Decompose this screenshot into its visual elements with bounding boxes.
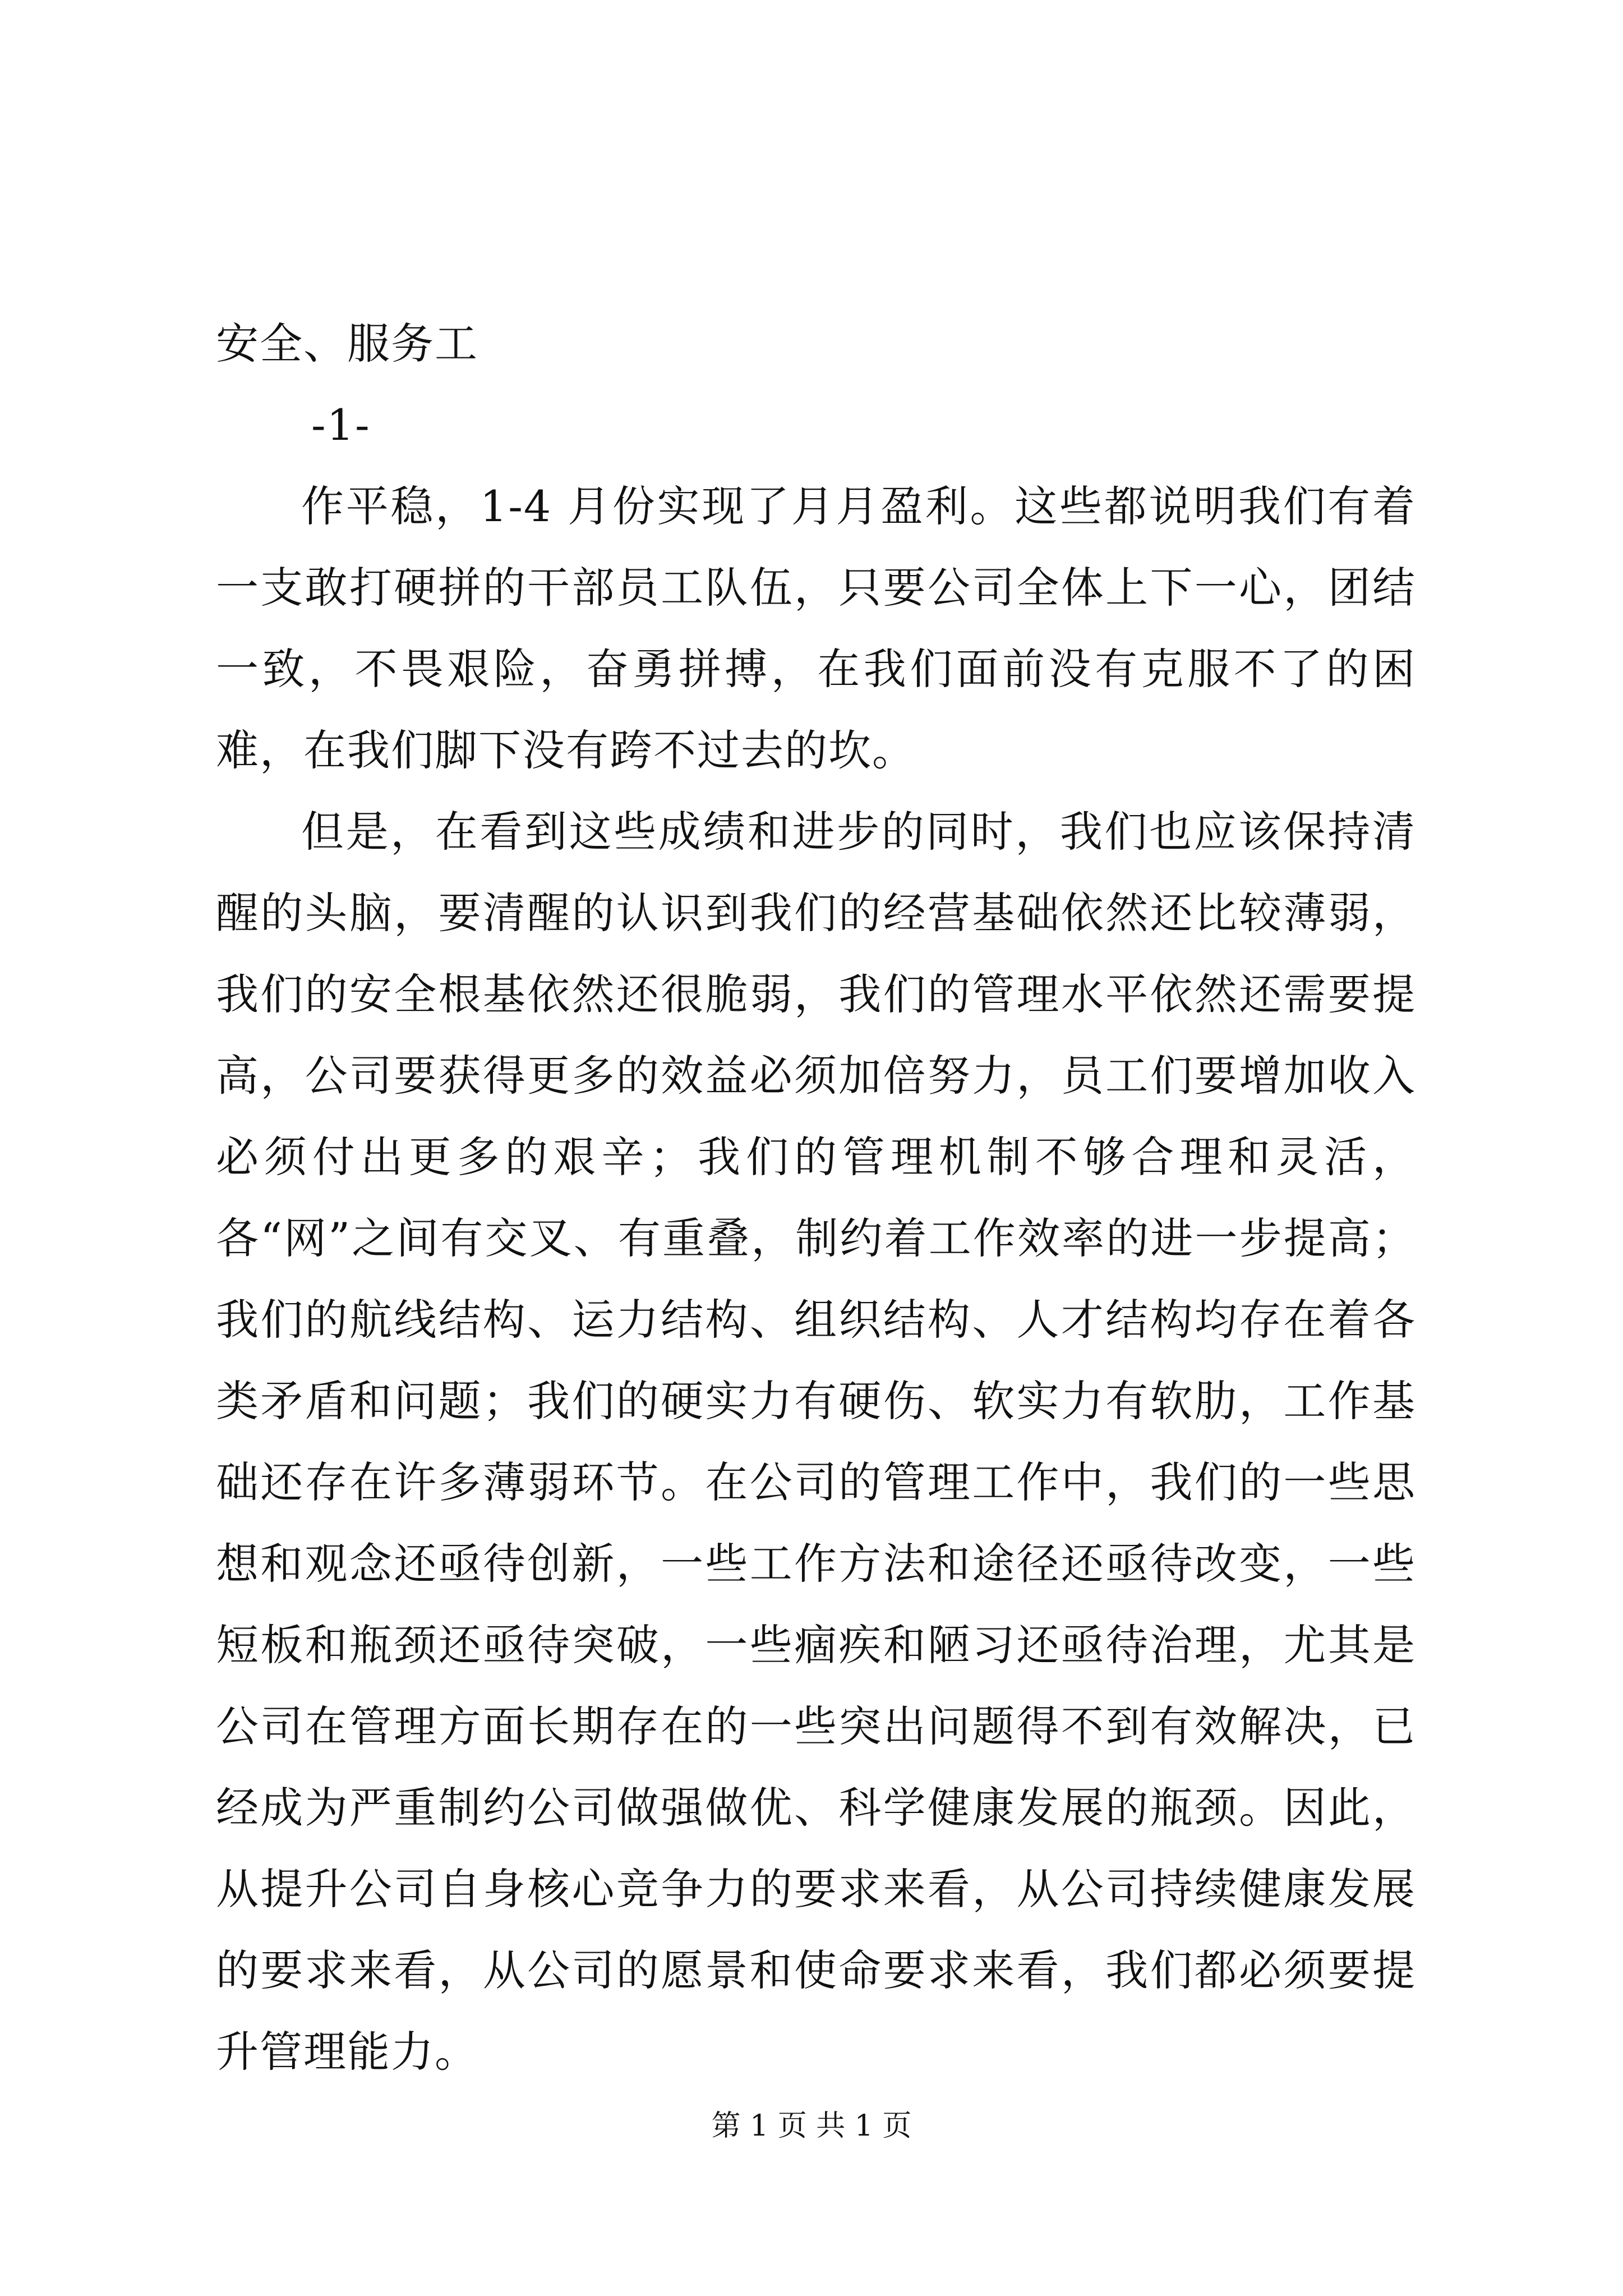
paragraph-2: 但是，在看到这些成绩和进步的同时，我们也应该保持清醒的头脑，要清醒的认识到我们的经营基础依然还比较薄弱，我们的安全根基依然还很脆弱，我们的管理水平依然还需要提高，公司要获得更多的效益必须加倍努力，员工们要增加收入必须付出更多的艰辛；我们的管理机制不够合理和灵活，各“网”之间有交叉、有重叠，制约着工作效率的进一步提高；我们的航线结构、运力结构、组织结构、人才结构均存在着各类矛盾和问题；我们的硬实力有硬伤、软实力有软肋，工作基础还存在许多薄弱环节。在公司的管理工作中，我们的一些思想和观念还亟待创新，一些工作方法和途径还亟待改变，一些短板和瓶颈还亟待突破，一些痼疾和陋习还亟待治理，尤其是公司在管理方面长期存在的一些突出问题得不到有效解决，已经成为严重制约公司做强做优、科学健康发展的瓶颈。因此，从提升公司自身核心竞争力的要求来看，从公司持续健康发展的要求来看，从公司的愿景和使命要求来看，我们都必须要提升管理能力。: [216, 807, 1416, 2077]
page-marker: -1-: [311, 400, 371, 450]
paragraph-1: 作平稳，1-4 月份实现了月月盈利。这些都说明我们有着一支敢打硬拼的干部员工队伍，只要公司全体上下一心，团结一致，不畏艰险，奋勇拼搏，在我们面前没有克服不了的困难，在我们脚下没有跨不过去的坎。: [216, 481, 1416, 775]
page-footer: 第 1 页 共 1 页: [711, 2109, 912, 2143]
fragment-line: 安全、服务工: [216, 319, 478, 369]
document-body: [216, 303, 1416, 2092]
